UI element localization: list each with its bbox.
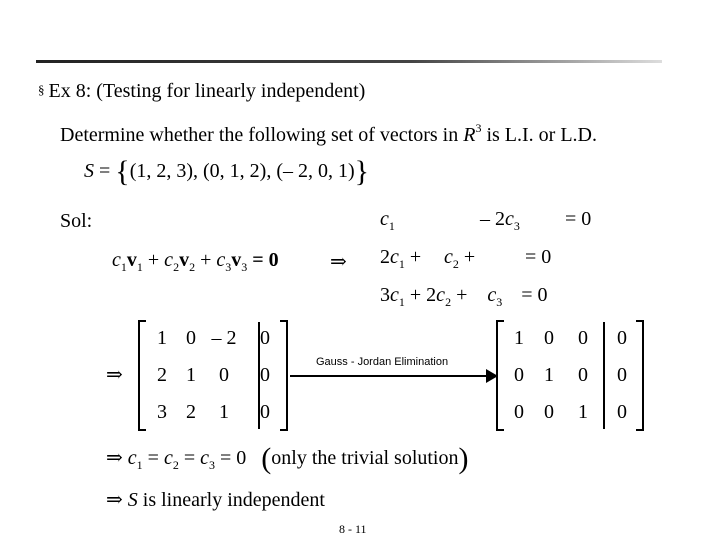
conclusion-independent <box>106 487 325 512</box>
system-row-2: $2c_1 + c_2$ + = 0 <box>380 246 552 271</box>
problem-statement <box>60 121 597 147</box>
aug-cell: 0 <box>260 327 270 349</box>
aug-cell: 1 <box>186 364 196 386</box>
rref-cell: 0 <box>578 364 588 386</box>
aug-cell: 2 <box>186 401 196 423</box>
rref-cell: 0 <box>544 327 554 349</box>
conclusion-trivial: ⇒ $c_1 = c_2 = c_3 = 0$ (only the trivial solution) <box>106 442 469 475</box>
implies-arrow-2: ⇒ <box>106 364 123 386</box>
vector-2: (0, 1, 2) <box>203 160 267 182</box>
title-divider <box>36 60 662 63</box>
bullet-icon: § <box>38 82 45 97</box>
solution-label: Sol: <box>60 210 93 232</box>
rref-cell: 0 <box>578 327 588 349</box>
aug-cell: 1 <box>219 401 229 423</box>
system-row-3: $3c_1 + 2c_2 + c_3 = 0$ <box>380 284 548 309</box>
aug-cell: 3 <box>157 401 167 423</box>
rref-cell: 1 <box>544 364 554 386</box>
system-row-1: $c_1 - 2c_3 = 0$ <box>380 208 592 233</box>
trivial-note: only the trivial solution <box>271 447 459 469</box>
aug-cell: 0 <box>260 364 270 386</box>
title-text: Ex 8: (Testing for linearly independent) <box>48 80 366 102</box>
aug-cell: 0 <box>260 401 270 423</box>
rref-cell: 0 <box>617 364 627 386</box>
set-brace-open: { <box>115 155 130 188</box>
statement-R: R <box>463 124 476 146</box>
vector-3: (– 2, 0, 1) <box>276 160 355 182</box>
aug-cell: – 2 <box>211 327 237 349</box>
rref-cell: 0 <box>617 327 627 349</box>
gauss-jordan-label: Gauss - Jordan Elimination <box>316 356 449 368</box>
vector-1: (1, 2, 3) <box>129 160 194 182</box>
augmented-separator <box>258 322 260 429</box>
aug-cell: 0 <box>219 364 229 386</box>
rref-cell: 1 <box>514 327 524 349</box>
aug-cell: 2 <box>157 364 167 386</box>
augmented-matrix <box>138 320 288 431</box>
reduced-separator <box>603 322 605 429</box>
slide-title <box>38 80 365 103</box>
set-brace-close: } <box>354 155 370 188</box>
rref-cell: 1 <box>578 401 588 423</box>
aug-cell: 0 <box>186 327 196 349</box>
statement-text-pre: Determine whether the following set of vectors in <box>60 124 464 146</box>
implies-arrow-3: ⇒ <box>106 447 123 469</box>
rref-cell: 0 <box>617 401 627 423</box>
page-number: 8 - 11 <box>339 522 367 536</box>
implies-arrow-4: ⇒ <box>106 489 123 511</box>
aug-cell: 1 <box>157 327 167 349</box>
conclusion-text: S is linearly independent <box>127 489 325 511</box>
statement-text-post: is L.I. or L.D. <box>481 124 597 146</box>
reduced-matrix <box>496 320 644 431</box>
set-name: S <box>84 160 94 182</box>
implies-arrow-1: ⇒ <box>330 251 347 273</box>
set-equals: = <box>94 160 116 182</box>
rref-cell: 0 <box>514 364 524 386</box>
vector-equation: $c_1v_1 + c_2v_2 + c_3v_3 = 0$ <box>112 249 279 274</box>
vector-set: S = {(1, 2, 3), (0, 1, 2), (– 2, 0, 1)} <box>84 155 370 188</box>
rref-cell: 0 <box>544 401 554 423</box>
gauss-jordan-arrow <box>290 375 490 377</box>
rref-cell: 0 <box>514 401 524 423</box>
statement-superscript: 3 <box>475 121 482 135</box>
